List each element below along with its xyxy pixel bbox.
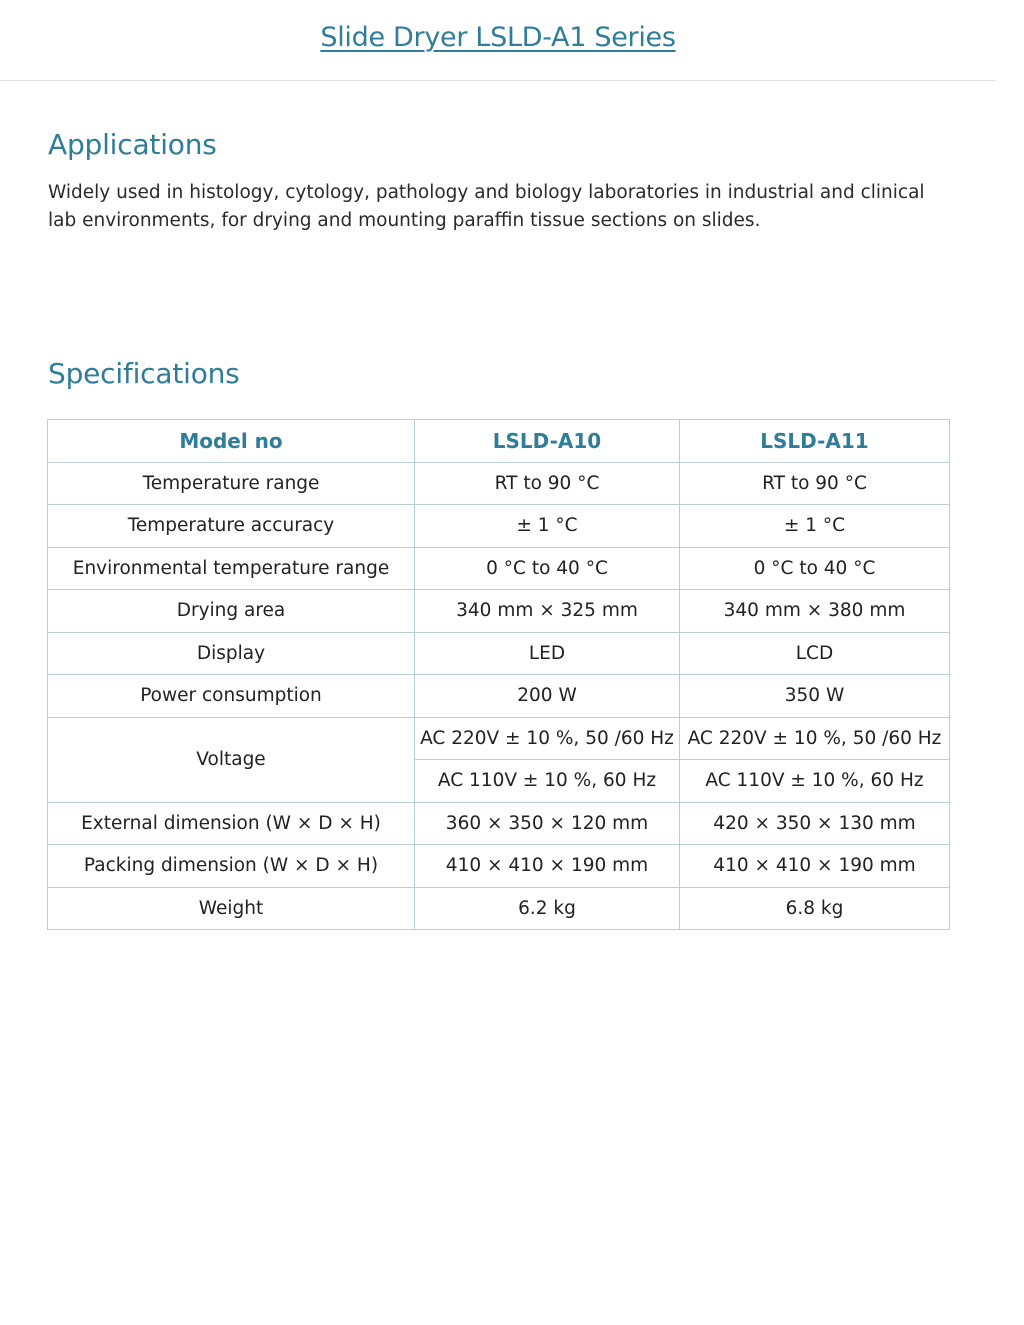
table-row xyxy=(48,887,950,930)
table-cell: AC 110V ± 10 %, 60 Hz xyxy=(415,760,680,803)
table-cell: RT to 90 °C xyxy=(680,462,950,505)
table-cell: 200 W xyxy=(415,675,680,718)
table-cell: 340 mm × 380 mm xyxy=(680,590,950,633)
table-row xyxy=(48,462,950,505)
table-cell: ± 1 °C xyxy=(415,505,680,548)
specifications-heading: Specifications xyxy=(48,357,240,390)
table-cell: 410 × 410 × 190 mm xyxy=(415,845,680,888)
table-cell: LCD xyxy=(680,632,950,675)
column-header-model-no: Model no xyxy=(48,420,415,463)
table-row xyxy=(48,505,950,548)
table-cell: RT to 90 °C xyxy=(415,462,680,505)
table-row xyxy=(48,675,950,718)
page-title-link[interactable]: Slide Dryer LSLD-A1 Series xyxy=(320,22,676,53)
table-cell: 0 °C to 40 °C xyxy=(680,547,950,590)
table-cell: 6.2 kg xyxy=(415,887,680,930)
table-cell: ± 1 °C xyxy=(680,505,950,548)
specifications-table xyxy=(47,419,950,930)
row-label-environmental-temperature-range: Environmental temperature range xyxy=(48,547,415,590)
table-cell: AC 220V ± 10 %, 50 /60 Hz xyxy=(680,717,950,760)
table-cell: 420 × 350 × 130 mm xyxy=(680,802,950,845)
applications-heading: Applications xyxy=(48,128,217,161)
row-label-temperature-range: Temperature range xyxy=(48,462,415,505)
page-header xyxy=(0,0,996,81)
table-row xyxy=(48,547,950,590)
row-label-voltage: Voltage xyxy=(48,717,415,802)
table-row xyxy=(48,590,950,633)
table-cell: 360 × 350 × 120 mm xyxy=(415,802,680,845)
row-label-display: Display xyxy=(48,632,415,675)
table-header-row xyxy=(48,420,950,463)
table-row xyxy=(48,632,950,675)
table-cell: 340 mm × 325 mm xyxy=(415,590,680,633)
table-cell: 350 W xyxy=(680,675,950,718)
table-cell: 0 °C to 40 °C xyxy=(415,547,680,590)
table-row xyxy=(48,845,950,888)
table-row xyxy=(48,802,950,845)
column-header-lsld-a10: LSLD-A10 xyxy=(415,420,680,463)
row-label-weight: Weight xyxy=(48,887,415,930)
table-cell: LED xyxy=(415,632,680,675)
table-cell: AC 220V ± 10 %, 50 /60 Hz xyxy=(415,717,680,760)
table-row xyxy=(48,717,950,760)
table-cell: 6.8 kg xyxy=(680,887,950,930)
row-label-temperature-accuracy: Temperature accuracy xyxy=(48,505,415,548)
table-cell: 410 × 410 × 190 mm xyxy=(680,845,950,888)
column-header-lsld-a11: LSLD-A11 xyxy=(680,420,950,463)
table-cell: AC 110V ± 10 %, 60 Hz xyxy=(680,760,950,803)
row-label-drying-area: Drying area xyxy=(48,590,415,633)
row-label-packing-dimension: Packing dimension (W × D × H) xyxy=(48,845,415,888)
applications-description: Widely used in histology, cytology, pathology and biology laboratories in industrial and clinical lab environments, for drying and mounting paraffin tissue sections on slides. xyxy=(48,182,925,231)
row-label-power-consumption: Power consumption xyxy=(48,675,415,718)
row-label-external-dimension: External dimension (W × D × H) xyxy=(48,802,415,845)
